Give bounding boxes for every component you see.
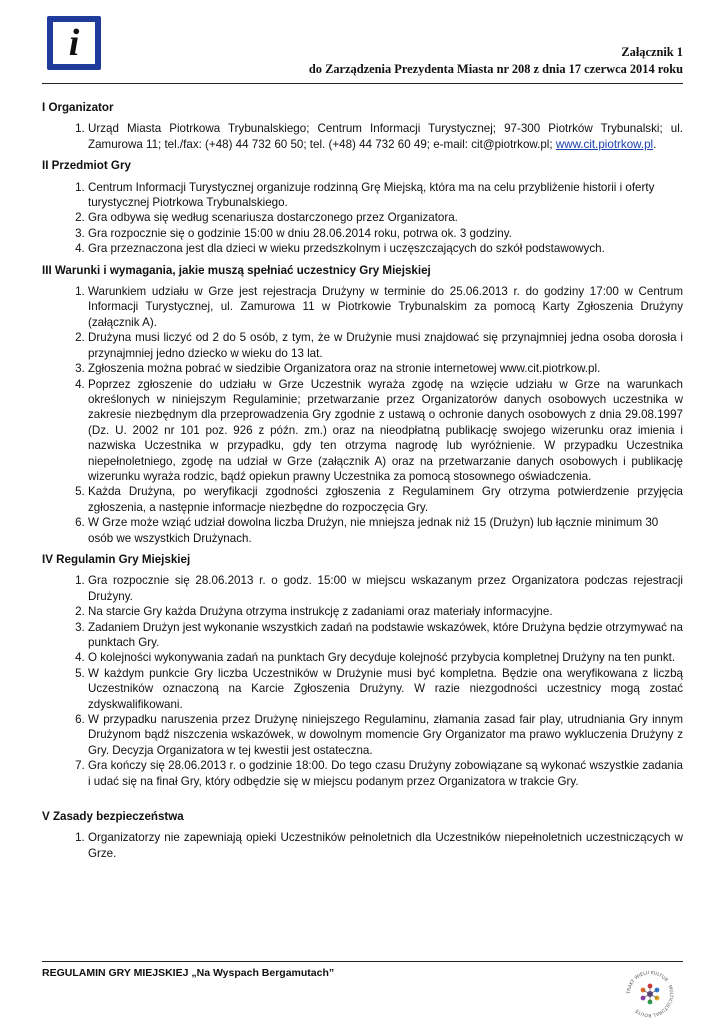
list-item: 3. Zgłoszenia można pobrać w siedzibie Organizatora oraz na stronie internetowej www.cit.piotrkow.pl.: [88, 361, 683, 376]
document-header: [309, 44, 683, 78]
section-title: IV Regulamin Gry Miejskiej: [42, 552, 191, 566]
section-list: [42, 573, 683, 789]
ordinance-reference: do Zarządzenia Prezydenta Miasta nr 208 z dnia 17 czerwca 2014 roku: [308, 62, 683, 76]
list-item: 4. Gra przeznaczona jest dla dzieci w wieku przedszkolnym i uczęszczających do szkół podstawowych.: [88, 241, 683, 256]
list-item: 3. Gra rozpocznie się o godzinie 15:00 w dniu 28.06.2014 roku, potrwa ok. 3 godziny.: [88, 226, 683, 241]
logo-letter: i: [68, 22, 80, 64]
list-item: 2. Drużyna musi liczyć od 2 do 5 osób, z tym, że w Drużynie musi znajdować się przynajmniej jedna osoba dorosła i przynajmniej jedno dziecko w wieku do 13 lat.: [88, 330, 683, 361]
list-item: 2. Na starcie Gry każda Drużyna otrzyma instrukcję z zadaniami oraz materiały informacyjne.: [88, 604, 683, 619]
section-list: [42, 830, 683, 861]
section-title: II Przedmiot Gry: [42, 159, 131, 173]
attachment-label: Załącznik 1: [621, 45, 683, 59]
list-item: 1. Urząd Miasta Piotrkowa Trybunalskiego; Centrum Informacji Turystycznej; 97-300 Piotrków Trybunalski; ul. Zamurowa 11; tel./fax: (+48) 44 732 60 50; tel. (+48) 44 732 60 49; e-mail: cit@piotrkow.pl; www.cit.piotrkow.pl.: [88, 121, 683, 152]
document-body: [42, 100, 683, 867]
section-list: [42, 121, 683, 152]
list-item: 1. Organizatorzy nie zapewniają opieki Uczestników pełnoletnich dla Uczestników niepełnoletnich uczestniczących w Grze.: [88, 830, 683, 861]
svg-text:TRAKT WIELU KULTUR · MULTICULT: TRAKT WIELU KULTUR · MULTICULTURAL ROUTE: [626, 970, 674, 1018]
list-item: 4. O kolejności wykonywania zadań na punktach Gry decyduje kolejność przybycia kompletnej Drużyny na ten punkt.: [88, 650, 683, 665]
list-item: 1. Centrum Informacji Turystycznej organizuje rodzinną Grę Miejską, która ma na celu przybliżenie historii i oferty turystycznej Piotrkowa Trybunalskiego.: [88, 180, 683, 211]
section-title: I Organizator: [42, 101, 114, 114]
multicultural-route-badge-icon: [622, 966, 678, 1022]
list-item: 6. W Grze może wziąć udział dowolna liczba Drużyn, nie mniejsza jednak niż 15 (Drużyn) lub łącznie minimum 30 osób we wszystkich Drużynach.: [88, 515, 683, 546]
list-item: 4. Poprzez zgłoszenie do udziału w Grze Uczestnik wyraża zgodę na wzięcie udziału w Grze na warunkach określonych w niniejszym Regulaminie; przetwarzanie przez Organizatorów danych osobowych uczestnika w zakresie niezbędnym dla przeprowadzenia Gry zgodnie z ustawą o ochronie danych osobowych z dnia 29.08.1997 (Dz. U. 2002 nr 101 poz. 926 z późn. zm.) oraz na nieodpłatną publikację swojego wizerunku oraz imienia i nazwiska Uczestnika w przypadku, gdy ten otrzyma nagrodę lub wyróżnienie. W przypadku Uczestnika niepełnoletniego, zgodę na udział w Grze (załącznik A) oraz na przetwarzanie danych osobowych i publikację wizerunku wyraża rodzic, bądź opiekun prawny Uczestnika za pomocą stosownego oświadczenia.: [88, 377, 683, 485]
info-logo-icon: [47, 16, 101, 70]
section-list: [42, 284, 683, 546]
list-item: 2. Gra odbywa się według scenariusza dostarczonego przez Organizatora.: [88, 210, 683, 225]
section-title: III Warunki i wymagania, jakie muszą spełniać uczestnicy Gry Miejskiej: [42, 263, 431, 277]
footer-divider: [42, 961, 683, 962]
list-item: 6. W przypadku naruszenia przez Drużynę niniejszego Regulaminu, złamania zasad fair play, utrudniania Gry innym Drużynom bądź niszczenia wskazówek, w dowolnym momencie Gry Organizator ma prawo wykluczenia Drużyny z Gry. Decyzja Organizatora w tej kwestii jest ostateczna.: [88, 712, 683, 758]
list-item: 5. Każda Drużyna, po weryfikacji zgodności zgłoszenia z Regulaminem Gry otrzyma potwierdzenie przyjęcia zgłoszenia, a następnie informacje niezbędne do rozpoczęcia Gry.: [88, 484, 683, 515]
list-item: 7. Gra kończy się 28.06.2013 r. o godzinie 18:00. Do tego czasu Drużyny zobowiązane są wykonać wszystkie zadania i udać się na finał Gry, który odbędzie się w miejscu podanym przez Organizatora w trakcie Gry.: [88, 758, 683, 789]
website-link[interactable]: www.cit.piotrkow.pl: [555, 137, 654, 151]
header-divider: [42, 83, 683, 84]
list-item: 3. Zadaniem Drużyn jest wykonanie wszystkich zadań na podstawie wskazówek, które Drużyna będzie otrzymywać na punktach Gry.: [88, 620, 683, 651]
list-item: 5. W każdym punkcie Gry liczba Uczestników w Drużynie musi być kompletna. Będzie ona weryfikowana z liczbą Uczestników oznaczoną na Karcie Zgłoszenia Drużyny. W razie niezgodności uczestnicy mogą zostać zdyskwalifikowani.: [88, 666, 683, 712]
footer-title: REGULAMIN GRY MIEJSKIEJ „Na Wyspach Bergamutach”: [42, 967, 335, 979]
list-item: 1. Gra rozpocznie się 28.06.2013 r. o godz. 15:00 w miejscu wskazanym przez Organizatora podczas rejestracji Drużyny.: [88, 573, 683, 604]
list-item: 1. Warunkiem udziału w Grze jest rejestracja Drużyny w terminie do 25.06.2013 r. do godziny 17:00 w Centrum Informacji Turystycznej, ul. Zamurowa 11 w Piotrkowie Trybunalskim za pomocą Karty Zgłoszenia Drużyny (załącznik A).: [88, 284, 683, 330]
section-list: [42, 180, 683, 257]
section-title: V Zasady bezpieczeństwa: [42, 810, 184, 824]
